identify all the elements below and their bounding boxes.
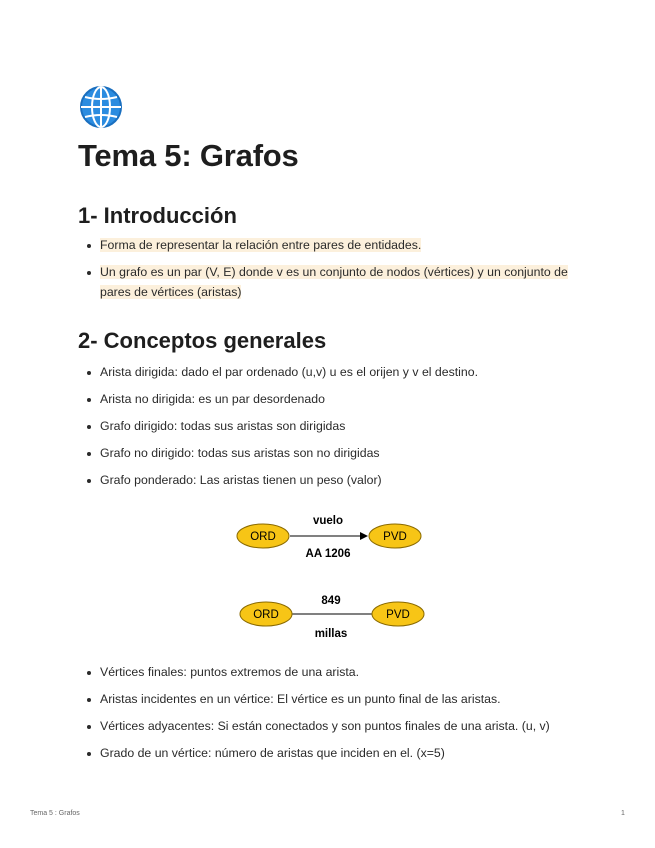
list-item: [78, 662, 598, 682]
list-item: [78, 389, 598, 409]
intro-list: [78, 235, 598, 309]
list-item-text: Un grafo es un par (V, E) donde v es un conjunto de nodos (vértices) y un conjunto de pares de vértices (aristas): [100, 265, 568, 299]
directed-edge-diagram: [230, 508, 430, 562]
list-item-text: Grafo ponderado: Las aristas tienen un peso (valor): [100, 473, 382, 487]
concepts-list: [78, 362, 598, 497]
list-item: [78, 235, 598, 255]
node-pvd-label: PVD: [383, 531, 407, 543]
list-item: [78, 689, 598, 709]
list-item: [78, 443, 598, 463]
page-title: Tema 5: Grafos: [78, 138, 299, 173]
node-ord-label: ORD: [250, 531, 276, 543]
list-item: [78, 716, 598, 736]
list-item: [78, 416, 598, 436]
list-item-text: Vértices adyacentes: Si están conectados y son puntos finales de una arista. (u, v): [100, 719, 550, 733]
list-item-text: Vértices finales: puntos extremos de una arista.: [100, 665, 360, 679]
list-item-text: Arista dirigida: dado el par ordenado (u,v) u es el orijen y v el destino.: [100, 365, 478, 379]
list-item-text: Grafo no dirigido: todas sus aristas son no dirigidas: [100, 446, 380, 460]
section-heading-conceptos: 2- Conceptos generales: [78, 328, 327, 353]
list-item: [78, 743, 598, 763]
list-item: [78, 262, 598, 302]
undirected-edge-diagram: [230, 590, 430, 644]
list-item: [78, 362, 598, 382]
node-pvd-label: PVD: [386, 609, 410, 621]
undirected-edge-label-bottom: millas: [314, 628, 348, 640]
list-item-text: Aristas incidentes en un vértice: El vértice es un punto final de las aristas.: [100, 692, 501, 706]
list-item-text: Grafo dirigido: todas sus aristas son dirigidas: [100, 419, 346, 433]
list-item: [78, 470, 598, 490]
list-item-text: Arista no dirigida: es un par desordenado: [100, 392, 325, 406]
directed-edge-label-top: vuelo: [312, 515, 344, 527]
node-ord-label: ORD: [253, 609, 279, 621]
list-item-text: Forma de representar la relación entre pares de entidades.: [100, 238, 422, 252]
section-heading-introduccion: 1- Introducción: [78, 203, 237, 228]
list-item-text: Grado de un vértice: número de aristas que inciden en el. (x=5): [100, 746, 445, 760]
directed-edge-label-bottom: AA 1206: [305, 548, 351, 560]
footer-page-number: 1: [621, 810, 625, 817]
globe-icon: [78, 84, 124, 130]
undirected-edge-label-top: 849: [321, 595, 341, 607]
footer-title: Tema 5 : Grafos: [30, 810, 80, 817]
concepts-list-continued: [78, 662, 598, 770]
